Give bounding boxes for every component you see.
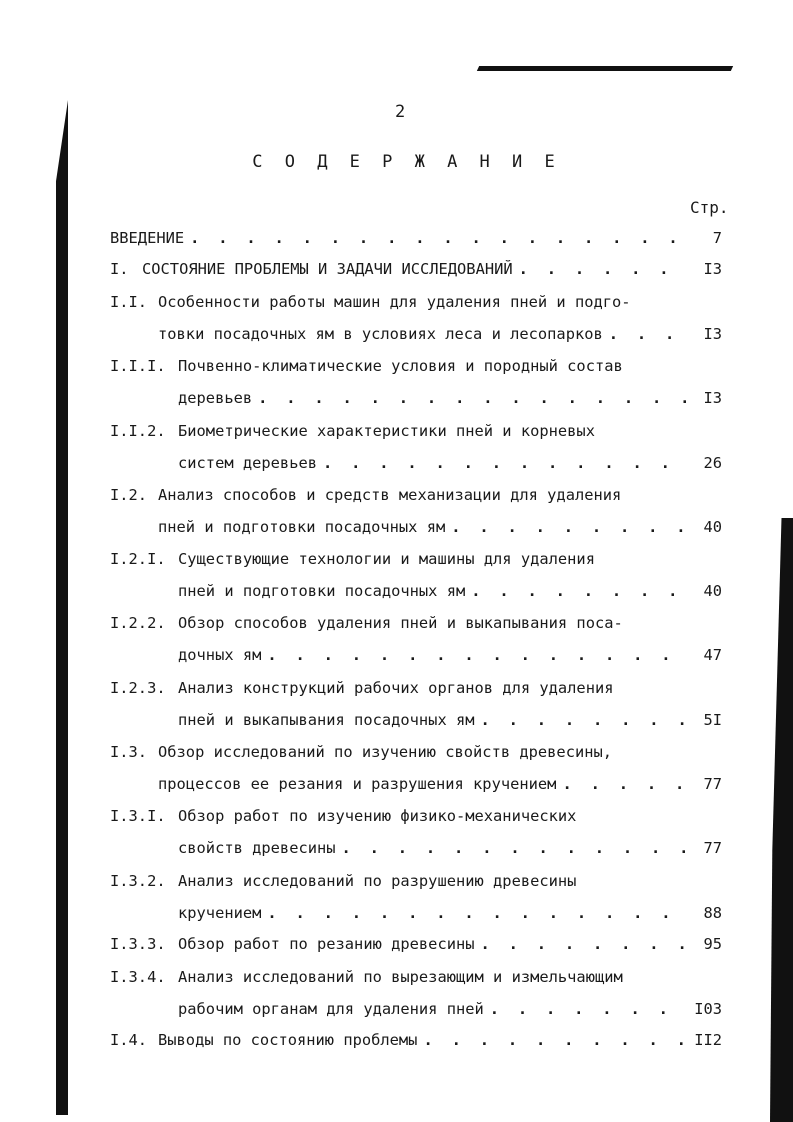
dot-leader xyxy=(258,387,688,409)
toc-entry-last-line xyxy=(158,323,722,345)
dot-leader xyxy=(323,452,688,474)
toc-entry-last-line xyxy=(110,227,722,249)
toc-entry-page: 47 xyxy=(703,646,722,664)
page-column-header: Стр. xyxy=(690,198,729,217)
dot-leader xyxy=(451,516,688,538)
toc-entry-text: Анализ способов и средств механизации для удаления xyxy=(158,486,622,504)
toc-entry-page: 5I xyxy=(703,711,722,729)
dot-leader xyxy=(519,258,688,280)
toc-entry-text: деревьев xyxy=(178,389,253,407)
toc-entry-number: I.3.2. xyxy=(110,872,166,890)
toc-entry-last-line xyxy=(178,644,722,666)
scan-edge-top xyxy=(477,66,733,71)
dot-leader xyxy=(423,1029,688,1051)
toc-entry-number: I.2.2. xyxy=(110,614,166,632)
toc-entry-text: Обзор способов удаления пней и выкапывания поса- xyxy=(178,614,623,632)
toc-entry-text: дочных ям xyxy=(178,646,262,664)
toc-entry-number: I.4. xyxy=(110,1031,148,1049)
toc-entry-number: I.3.4. xyxy=(110,968,166,986)
toc-entry-page: I3 xyxy=(703,260,722,278)
scan-edge-left xyxy=(56,100,68,1115)
toc-entry-text: товки посадочных ям в условиях леса и лесопарков xyxy=(158,325,603,343)
toc-entry-text: СОСТОЯНИЕ ПРОБЛЕМЫ И ЗАДАЧИ ИССЛЕДОВАНИЙ xyxy=(142,260,513,278)
dot-leader xyxy=(609,323,688,345)
toc-entry-text: кручением xyxy=(178,904,262,922)
toc-entry-page: 77 xyxy=(703,775,722,793)
toc-entry-page: II2 xyxy=(694,1031,722,1049)
toc-entry-text: пней и подготовки посадочных ям xyxy=(178,582,466,600)
toc-entry-number: I. xyxy=(110,260,129,278)
page-number: 2 xyxy=(395,102,406,122)
dot-leader xyxy=(481,933,688,955)
toc-entry-last-line xyxy=(178,580,722,602)
toc-entry-last-line xyxy=(178,837,722,859)
toc-entry-last-line xyxy=(178,452,722,474)
toc-entry-text: Обзор работ по резанию древесины xyxy=(178,935,475,953)
toc-entry-page: 26 xyxy=(703,454,722,472)
toc-entry-text: пней и выкапывания посадочных ям xyxy=(178,711,475,729)
page-title: С О Д Е Р Ж А Н И Е xyxy=(252,152,561,172)
toc-entry-text: Анализ исследований по вырезающим и измельчающим xyxy=(178,968,623,986)
toc-entry-text: систем деревьев xyxy=(178,454,317,472)
toc-entry-page: 40 xyxy=(703,518,722,536)
toc-entry-text: Анализ исследований по разрушению древесины xyxy=(178,872,577,890)
toc-entry-page: 40 xyxy=(703,582,722,600)
toc-entry-last-line xyxy=(178,933,722,955)
toc-entry-last-line xyxy=(158,1029,722,1051)
toc-entry-page: 7 xyxy=(712,229,722,247)
toc-entry-last-line xyxy=(178,998,722,1020)
toc-entry-number: I.2.I. xyxy=(110,550,166,568)
toc-entry-text: Биометрические характеристики пней и корневых xyxy=(178,422,595,440)
dot-leader xyxy=(267,644,688,666)
toc-entry-number: I.I.I. xyxy=(110,357,166,375)
toc-entry-number: I.3.I. xyxy=(110,807,166,825)
dot-leader xyxy=(267,902,688,924)
dot-leader xyxy=(342,837,688,859)
toc-entry-text: Анализ конструкций рабочих органов для удаления xyxy=(178,679,614,697)
toc-entry-number: I.2. xyxy=(110,486,148,504)
toc-entry-number: I.I. xyxy=(110,293,148,311)
toc-entry-last-line xyxy=(178,902,722,924)
toc-entry-last-line xyxy=(158,773,722,795)
toc-entry-last-line xyxy=(178,709,722,731)
toc-entry-page: 88 xyxy=(703,904,722,922)
dot-leader xyxy=(471,580,688,602)
toc-entry-page: 95 xyxy=(703,935,722,953)
toc-entry-last-line xyxy=(178,387,722,409)
scan-edge-right xyxy=(770,518,793,1122)
toc-entry-page: I03 xyxy=(694,1000,722,1018)
toc-entry-number: I.2.3. xyxy=(110,679,166,697)
toc-entry-page: I3 xyxy=(703,325,722,343)
toc-entry-text: Особенности работы машин для удаления пней и подго- xyxy=(158,293,631,311)
toc-entry-number: I.I.2. xyxy=(110,422,166,440)
toc-entry-text: Почвенно-климатические условия и породный состав xyxy=(178,357,623,375)
toc-entry-text: рабочим органам для удаления пней xyxy=(178,1000,484,1018)
toc-entry-last-line xyxy=(142,258,722,280)
dot-leader xyxy=(490,998,688,1020)
dot-leader xyxy=(190,227,688,249)
toc-entry-text: Выводы по состоянию проблемы xyxy=(158,1031,418,1049)
toc-entry-last-line xyxy=(158,516,722,538)
toc-entry-page: I3 xyxy=(703,389,722,407)
toc-entry-text: процессов ее резания и разрушения кручением xyxy=(158,775,557,793)
toc-entry-page: 77 xyxy=(703,839,722,857)
dot-leader xyxy=(481,709,688,731)
toc-entry-text: ВВЕДЕНИЕ xyxy=(110,229,185,247)
toc-entry-text: Обзор исследований по изучению свойств древесины, xyxy=(158,743,613,761)
dot-leader xyxy=(562,773,688,795)
toc-entry-text: свойств древесины xyxy=(178,839,336,857)
toc-entry-number: I.3.3. xyxy=(110,935,166,953)
toc-entry-text: Обзор работ по изучению физико-механических xyxy=(178,807,577,825)
toc-entry-text: пней и подготовки посадочных ям xyxy=(158,518,446,536)
toc-entry-number: I.3. xyxy=(110,743,148,761)
toc-entry-text: Существующие технологии и машины для удаления xyxy=(178,550,595,568)
